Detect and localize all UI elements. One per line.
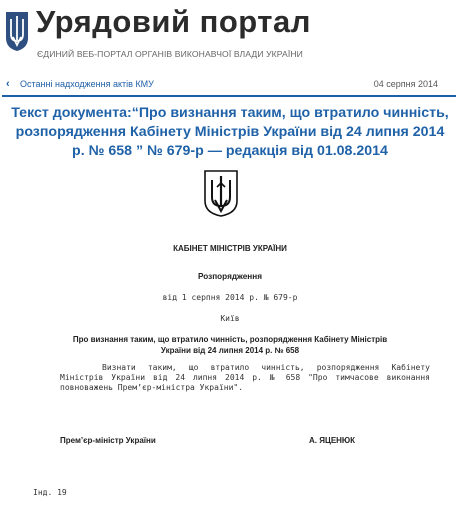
document-body: Визнати таким, що втратило чинність, розпорядження Кабінету Міністрів України від 24 липня 2014 р. № 658 "Про тимчасове виконання повноважень Прем’єр-міністра України". (60, 363, 430, 392)
publication-date: 04 серпня 2014 (373, 79, 438, 89)
document-heading: Про визнання таким, що втратило чинність, розпорядження Кабінету Міністрів України від 24 липня 2014 р. № 658 (72, 335, 388, 355)
header-divider (2, 95, 456, 97)
site-title[interactable]: Урядовий портал (36, 4, 311, 39)
site-subtitle: ЄДИНИЙ ВЕБ-ПОРТАЛ ОРГАНІВ ВИКОНАВЧОЇ ВЛАДИ УКРАЇНИ (37, 49, 303, 59)
coat-of-arms-icon (203, 169, 239, 217)
signer-position: Прем’єр-міністр України (60, 436, 156, 445)
back-arrow-icon[interactable]: ‹ (6, 78, 10, 90)
site-header (0, 0, 460, 62)
document-kind: Розпорядження (198, 272, 262, 281)
document-city: Київ (220, 314, 240, 323)
recent-acts-link[interactable]: Останні надходження актів КМУ (20, 79, 154, 89)
document-index: Інд. 19 (33, 488, 67, 497)
document-number: від 1 серпня 2014 р. № 679-р (162, 293, 298, 302)
organization-name: КАБІНЕТ МІНІСТРІВ УКРАЇНИ (173, 244, 287, 253)
signer-name: А. ЯЦЕНЮК (309, 436, 356, 445)
trident-icon[interactable] (4, 10, 30, 52)
document-title: Текст документа:“Про визнання таким, що втратило чинність, розпорядження Кабінету Міністрів України від 24 липня 2014 р. № 658 ” № 679-р — редакція від 01.08.2014 (11, 105, 449, 159)
breadcrumb (0, 77, 460, 95)
